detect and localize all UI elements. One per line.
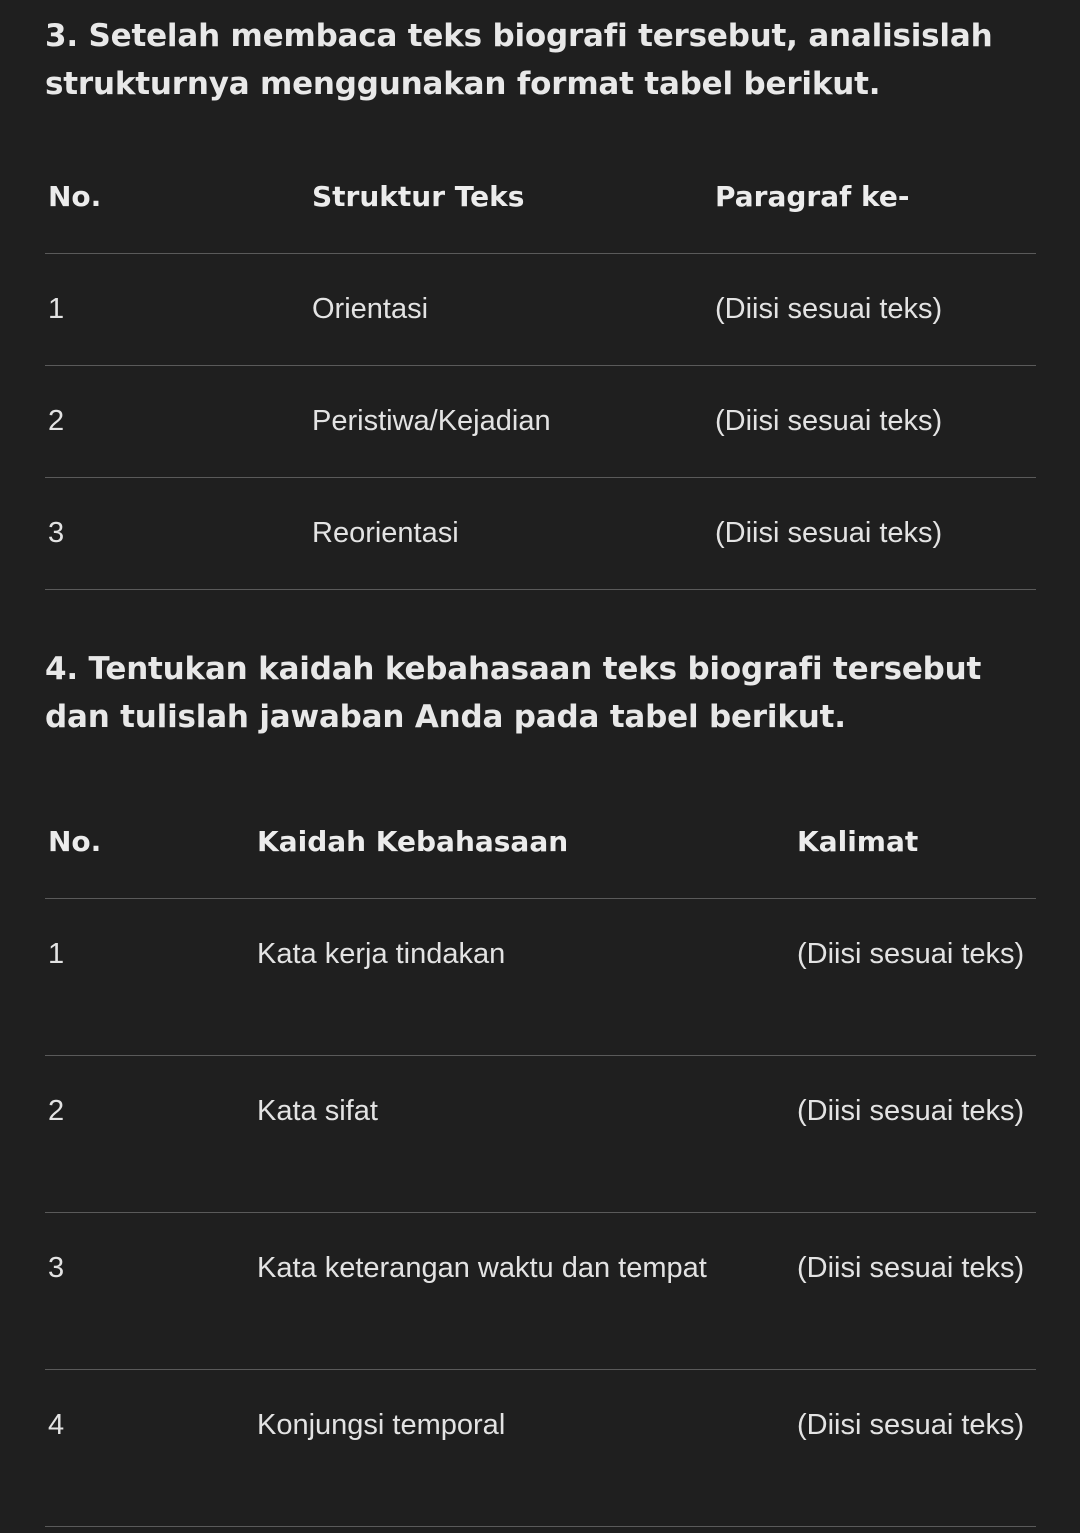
column-header-kaidah-kebahasaan: Kaidah Kebahasaan xyxy=(254,787,794,898)
language-rules-table xyxy=(45,787,1036,1527)
cell-sentence: (Diisi sesuai teks) xyxy=(794,898,1036,1055)
cell-paragraph: (Diisi sesuai teks) xyxy=(712,253,1036,365)
table-row xyxy=(45,477,1036,589)
cell-no: 3 xyxy=(45,477,309,589)
table-row xyxy=(45,365,1036,477)
text-structure-table xyxy=(45,142,1036,590)
column-header-no: No. xyxy=(45,787,254,898)
cell-paragraph: (Diisi sesuai teks) xyxy=(712,477,1036,589)
cell-no: 4 xyxy=(45,1369,254,1526)
table-header-row xyxy=(45,142,1036,253)
cell-paragraph: (Diisi sesuai teks) xyxy=(712,365,1036,477)
cell-no: 2 xyxy=(45,365,309,477)
cell-no: 1 xyxy=(45,898,254,1055)
cell-structure: Reorientasi xyxy=(309,477,712,589)
cell-sentence: (Diisi sesuai teks) xyxy=(794,1212,1036,1369)
cell-no: 2 xyxy=(45,1055,254,1212)
cell-sentence: (Diisi sesuai teks) xyxy=(794,1055,1036,1212)
column-header-no: No. xyxy=(45,142,309,253)
table-row xyxy=(45,1369,1036,1526)
table-row xyxy=(45,1055,1036,1212)
cell-rule: Kata kerja tindakan xyxy=(254,898,794,1055)
question-4-heading: 4. Tentukan kaidah kebahasaan teks biografi tersebut dan tulislah jawaban Anda pada tabel berikut. xyxy=(45,651,982,735)
column-header-kalimat: Kalimat xyxy=(794,787,1036,898)
cell-no: 1 xyxy=(45,253,309,365)
table-row xyxy=(45,898,1036,1055)
table-header-row xyxy=(45,787,1036,898)
question-3-heading: 3. Setelah membaca teks biografi tersebut, analisislah strukturnya menggunakan format tabel berikut. xyxy=(45,18,993,102)
cell-rule: Kata keterangan waktu dan tempat xyxy=(254,1212,794,1369)
cell-structure: Peristiwa/Kejadian xyxy=(309,365,712,477)
cell-rule: Kata sifat xyxy=(254,1055,794,1212)
cell-sentence: (Diisi sesuai teks) xyxy=(794,1369,1036,1526)
table-row xyxy=(45,1212,1036,1369)
cell-no: 3 xyxy=(45,1212,254,1369)
column-header-paragraf: Paragraf ke- xyxy=(712,142,1036,253)
table-row xyxy=(45,253,1036,365)
column-header-struktur-teks: Struktur Teks xyxy=(309,142,712,253)
cell-rule: Konjungsi temporal xyxy=(254,1369,794,1526)
cell-structure: Orientasi xyxy=(309,253,712,365)
